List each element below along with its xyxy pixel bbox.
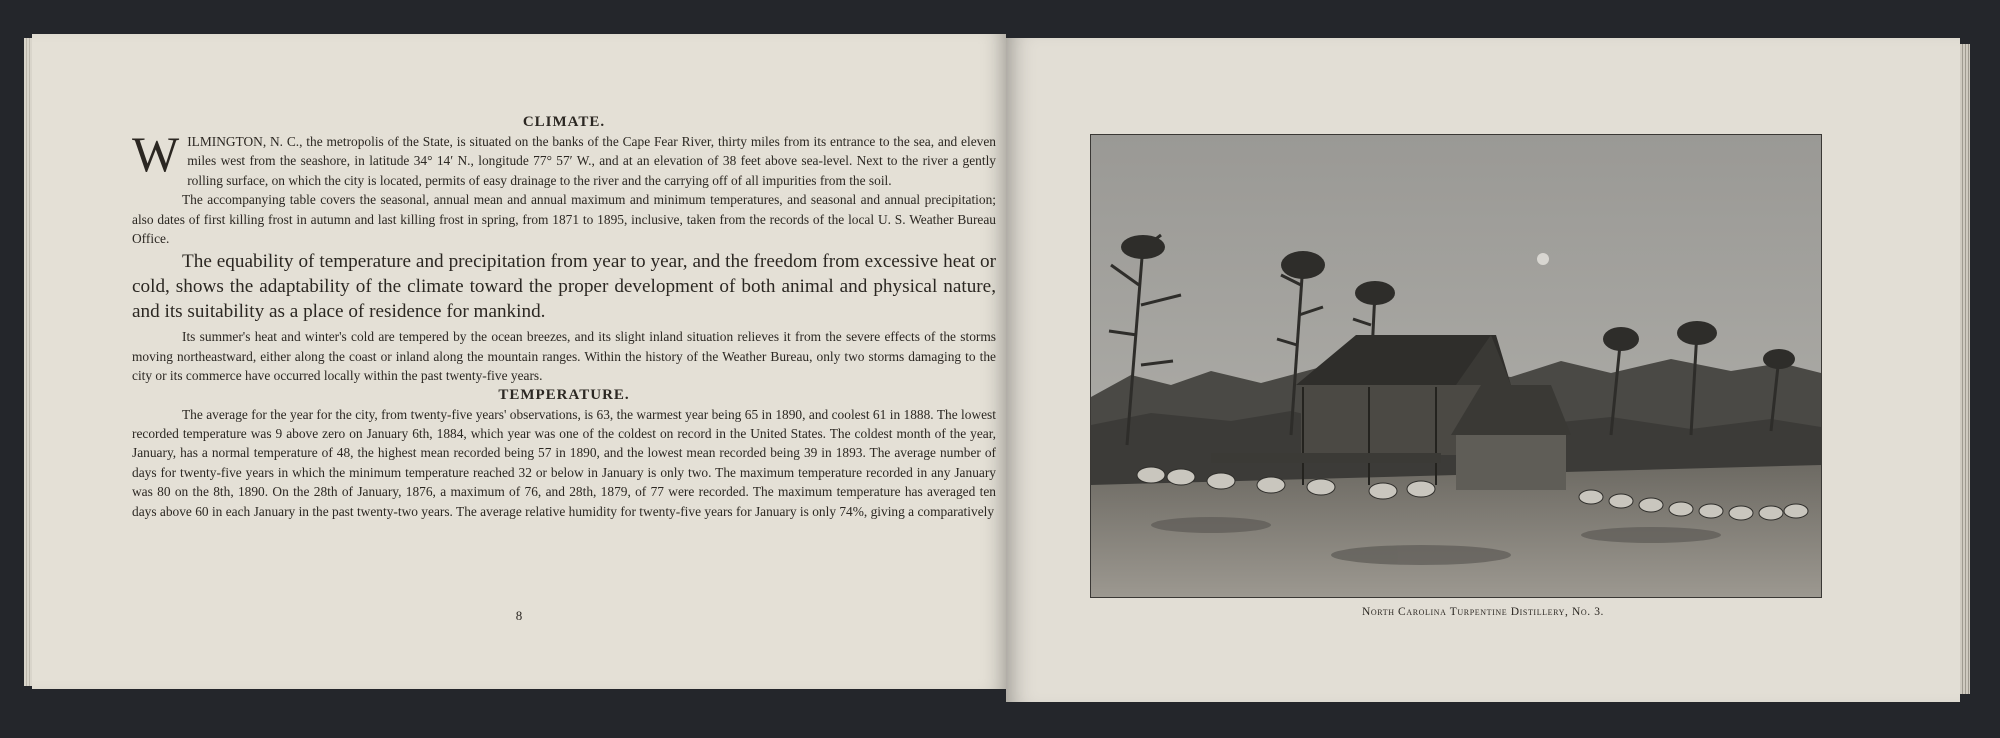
climate-paragraph-2: The accompanying table covers the seasonal, annual mean and annual maximum and minimum temperatures, and seasonal and annual precipitation; also dates of first killing frost in autumn and last killing frost in spring, from 1871 to 1895, inclusive, taken from the records of the local U. S. Weather Bureau Office.: [132, 192, 996, 247]
drop-cap: W: [132, 126, 180, 182]
climate-paragraph-3: The equability of temperature and precipitation from year to year, and the freedom from excessive heat or cold, shows the adaptability of the climate toward the proper development of both animal and physical nature, and its suitability as a place of residence for mankind.: [132, 251, 996, 323]
climate-paragraph-1-text: ILMINGTON, N. C., the metropolis of the State, is situated on the banks of the Cape Fear River, thirty miles from its entrance to the sea, and eleven miles west from the seashore, in latitude 34° 14′ N., longitude 77° 57′ W., and at an elevation of 38 feet above sea-level. Next to the river a gently rolling surface, on which the city is located, permits of easy drainage to the river and the carrying off of all impurities from the soil.: [187, 134, 996, 188]
temperature-heading: TEMPERATURE.: [498, 386, 630, 403]
distillery-photo-illustration: [1091, 135, 1821, 597]
climate-heading: CLIMATE.: [522, 114, 606, 130]
photo-caption: North Carolina Turpentine Distillery, No. 3.: [1361, 606, 1605, 618]
left-page: [32, 34, 1006, 689]
right-page: [1006, 38, 1960, 702]
page-number: 8: [515, 608, 523, 623]
distillery-photograph: [1090, 134, 1822, 598]
climate-paragraph-4: Its summer's heat and winter's cold are tempered by the ocean breezes, and its slight inland situation relieves it from the severe effects of the storms moving northeastward, either along the coast or inland along the mountain ranges. Within the history of the Weather Bureau, only two storms damaging to the city or its commerce have occurred locally within the past twenty-five years.: [132, 329, 996, 384]
climate-paragraph-1: [132, 126, 996, 190]
temperature-paragraph-1: The average for the year for the city, from twenty-five years' observations, is 63, the warmest year being 65 in 1890, and coolest 61 in 1888. The lowest recorded temperature was 9 above zero on January 6th, 1884, which year was one of the coldest on record in the United States. The coldest month of the year, January, has a normal temperature of 48, the highest mean recorded being 57 in 1890, and the lowest mean recorded being 39 in 1893. The average number of days for twenty-five years in which the minimum temperature reached 32 or below in January is only two. The maximum temperature recorded in any January was 80 on the 8th, 1890. On the 28th of January, 1876, a maximum of 76, and 28th, 1879, of 77 were recorded. The maximum temperature has averaged ten days above 60 in each January in the past twenty-two years. The average relative humidity for twenty-five years for January is only 74%, giving a comparatively: [132, 406, 996, 519]
left-page-text: [132, 113, 996, 521]
